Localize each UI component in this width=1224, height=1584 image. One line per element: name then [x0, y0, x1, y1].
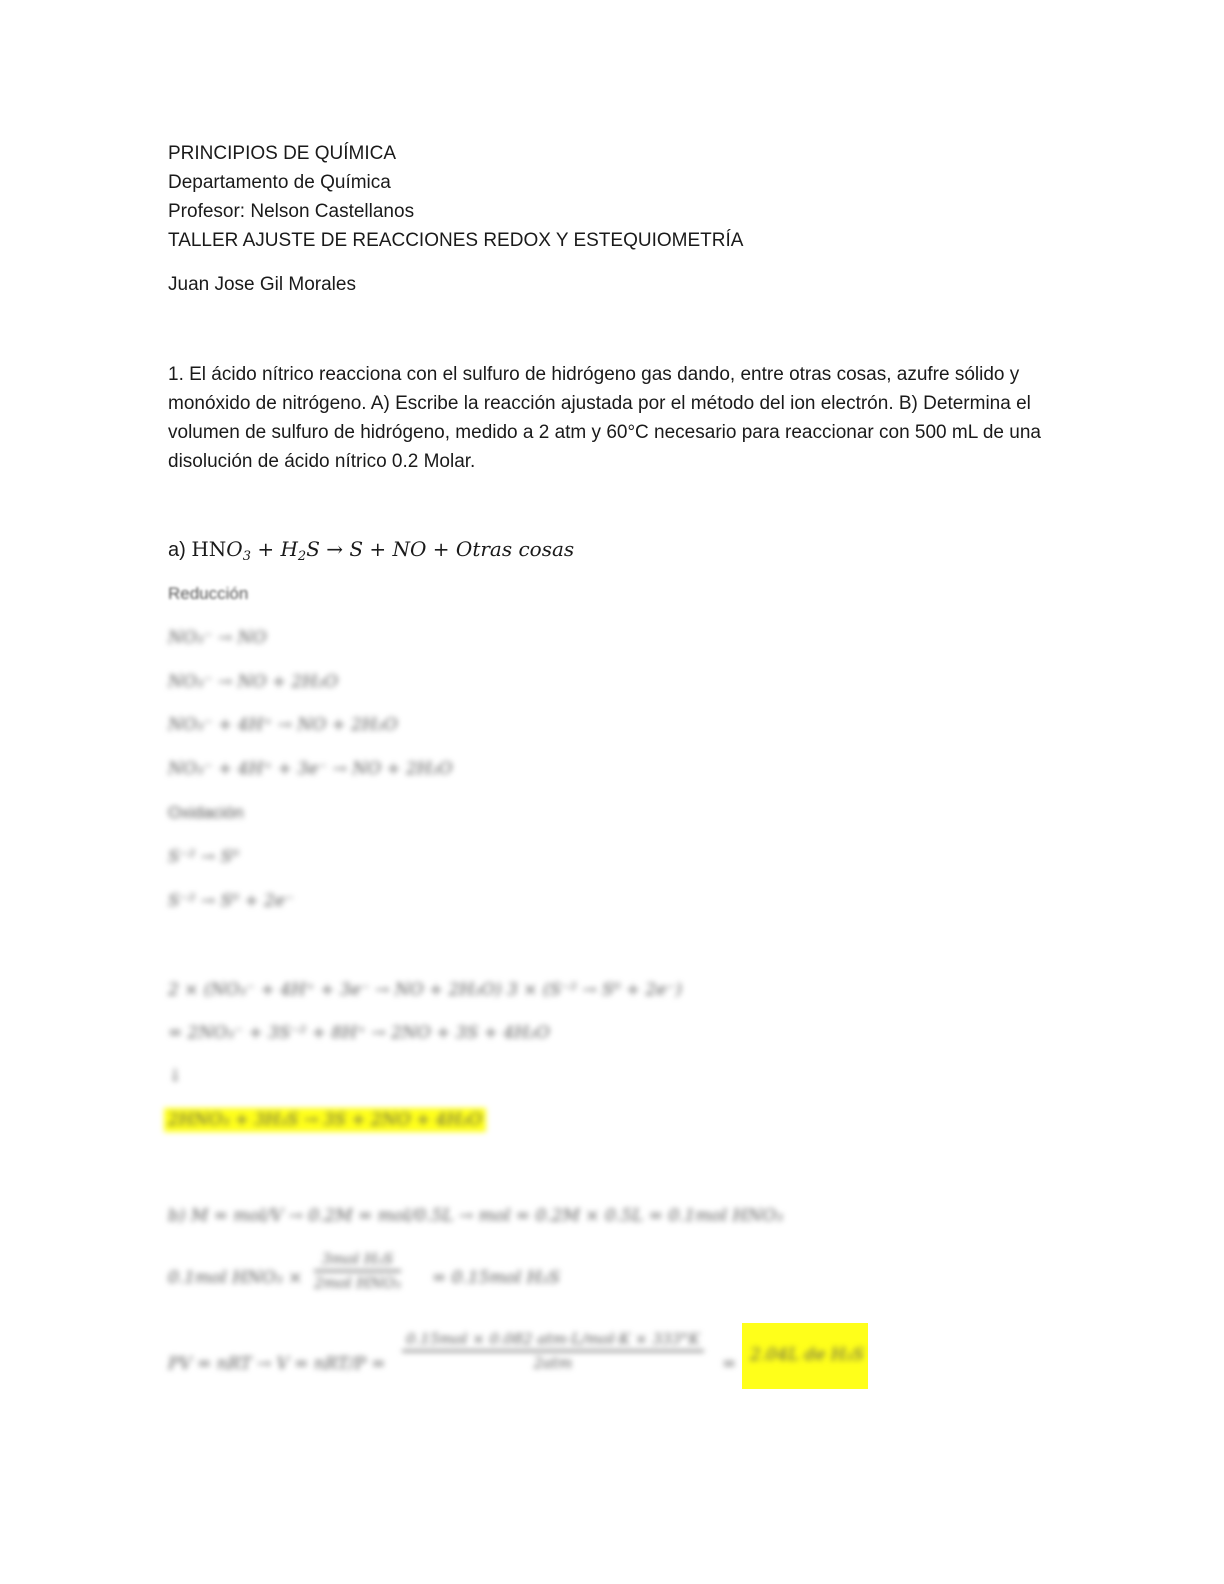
question-1 [168, 360, 1048, 476]
part-b-stoich-left: 0.1mol HNO₃ × [168, 1268, 303, 1288]
question-text: 1. El ácido nítrico reacciona con el sulfuro de hidrógeno gas dando, entre otras cosas, azufre sólido y monóxido de nitrógeno. A) Escribe la reacción ajustada por el método del ion electrón. B) Determina el volumen de sulfuro de hidrógeno, medido a 2 atm y 60°C necesario para reaccionar con 500 mL de una disolución de ácido nítrico 0.2 Molar. [168, 364, 1041, 472]
reduction-step-3: NO₃⁻ + 4H⁺ → NO + 2H₂O [168, 715, 398, 735]
highlighted-answer: 2HNO₃ + 3H₂S → 3S + 2NO + 4H₂O [164, 1108, 486, 1132]
down-arrow: ↓ [168, 1066, 183, 1086]
part-a-prefix: a) [168, 539, 192, 561]
part-b-stoich-right: = 0.15mol H₂S [432, 1268, 560, 1288]
oxidation-step-1: S⁻² → S⁰ [168, 847, 239, 867]
combination-step-1: 2 × (NO₃⁻ + 4H⁺ + 3e⁻ → NO + 2H₂O) 3 × (S⁻² → S⁰ + 2e⁻) [168, 980, 682, 1000]
reduction-step-4: NO₃⁻ + 4H⁺ + 3e⁻ → NO + 2H₂O [168, 759, 453, 779]
reduction-step-2: NO₃⁻ → NO + 2H₂O [168, 672, 338, 692]
part-b-molarity: b) M = mol/V → 0.2M = mol/0.5L → mol = 0.2M × 0.5L = 0.1mol HNO₃ [168, 1206, 784, 1226]
student-name: Juan Jose Gil Morales [168, 274, 356, 295]
final-volume-highlight [742, 1323, 868, 1389]
oxidation-step-2: S⁻² → S⁰ + 2e⁻ [168, 891, 294, 911]
department-line: Departamento de Química [168, 172, 391, 193]
reduction-label: Reducción [168, 584, 249, 603]
gas-law-fraction: 0.15mol × 0.082 atm·L/mol·K × 333°K 2atm [402, 1330, 704, 1372]
course-title: PRINCIPIOS DE QUÍMICA [168, 143, 397, 164]
professor-line: Profesor: Nelson Castellanos [168, 201, 415, 222]
part-a-equation [168, 534, 574, 572]
final-balanced-equation [168, 1108, 486, 1132]
combination-step-2: = 2NO₃⁻ + 3S⁻² + 8H⁺ → 2NO + 3S + 4H₂O [168, 1023, 550, 1043]
part-b-gas-law-left: PV = nRT → V = nRT/P = [168, 1354, 386, 1374]
workshop-title: TALLER AJUSTE DE REACCIONES REDOX Y ESTEQUIOMETRÍA [168, 230, 744, 251]
oxidation-label: Oxidación [168, 803, 244, 822]
reduction-step-1: NO₃⁻ → NO [168, 628, 267, 648]
stoich-fraction: 3mol H₂S 2mol HNO₃ [314, 1250, 401, 1292]
final-volume-answer: 2.04L de H₂S [750, 1345, 865, 1365]
part-b-gas-law-equals: = [722, 1354, 737, 1374]
reaction-equation: $HNO_3 + H_2S \to S$ + NO + Otras cosas [191, 537, 575, 564]
